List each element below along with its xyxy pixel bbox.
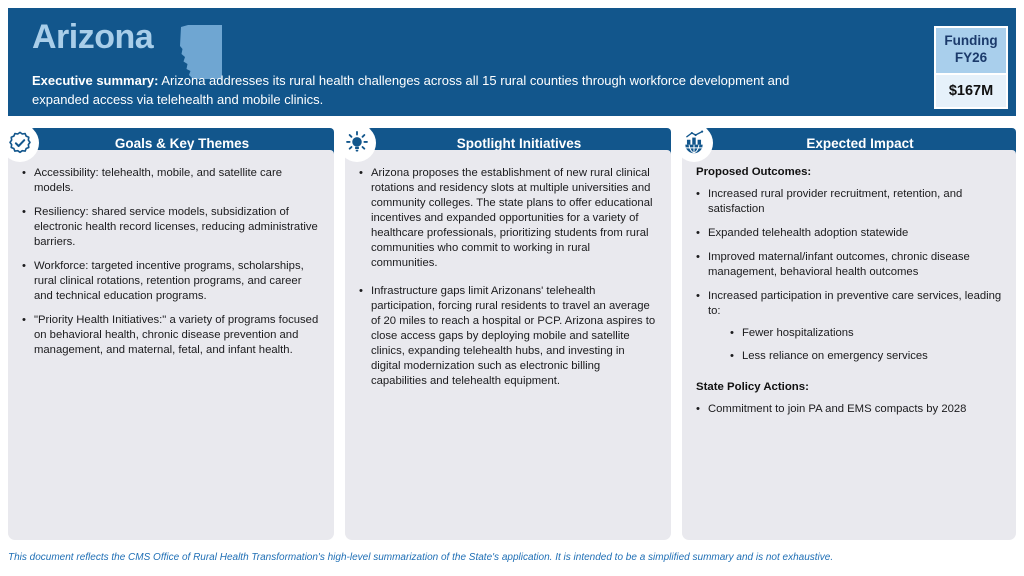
bullet-item: [696, 289, 1002, 372]
sub-bullet-item: [730, 326, 1002, 341]
bullet-marker: •: [696, 188, 700, 200]
funding-label-line1: Funding: [944, 33, 998, 48]
proposed-outcomes-bullet-list: [696, 187, 1002, 372]
lightbulb-icon: [338, 124, 376, 162]
section-heading-state-policy-actions: State Policy Actions:: [696, 381, 809, 394]
bullet-text: Increased participation in preventive care services, leading to:: [707, 290, 1002, 318]
bullet-item: [22, 259, 320, 304]
bullet-item: [22, 205, 320, 250]
bullet-text-with-sublist: [708, 289, 1002, 372]
executive-summary-text: Arizona addresses its rural health challenges across all 15 rural counties through workforce development and expanded access via telehealth and mobile clinics.: [32, 73, 790, 107]
sub-bullet-text: Less reliance on emergency services: [741, 350, 928, 363]
bullet-marker: •: [729, 350, 734, 363]
bullet-marker: •: [22, 167, 26, 179]
bullet-text: Arizona proposes the establishment of new rural clinical rotations and residency slots at multiple universities and community colleges. The state plans to offer educational incentives and expanded opportunities for a variety of healthcare professionals, prioritizing students from rural communities who commit to working in rural communities.: [370, 167, 653, 270]
spotlight-card: [345, 150, 671, 540]
bullet-marker: •: [22, 260, 26, 273]
bullet-text: Accessibility: telehealth, mobile, and satellite care models.: [33, 167, 282, 195]
bullet-item: [359, 166, 657, 271]
bullet-item: [696, 250, 1002, 280]
bullet-item: [359, 284, 657, 389]
bullet-text: Resiliency: shared service models, subsidization of electronic health record licenses, reducing administrative barriers.: [33, 206, 318, 249]
bullet-text: Improved maternal/infant outcomes, chronic disease management, behavioral health outcomes: [707, 251, 970, 279]
funding-label: [936, 28, 1006, 73]
sub-bullet-item: [730, 349, 1002, 364]
column-header-goals-label: Goals & Key Themes: [114, 135, 250, 151]
footer-disclaimer: This document reflects the CMS Office of Rural Health Transformation's high-level summarization of the State's application. It is intended to be a simplified summary and is not exhaustive.: [8, 552, 834, 563]
header-banner: [8, 8, 1016, 116]
bullet-text: Infrastructure gaps limit Arizonans' telehealth participation, forcing rural residents to travel an average of 20 miles to reach a hospital or PCP. Arizona aspires to close access gaps by deploying mobile and satellite clinics, expanding telehealth hubs, and investing in digital modernization such as electronic billing capabilities and telehealth equipment.: [370, 285, 656, 388]
bullet-marker: •: [696, 403, 700, 416]
bullet-marker: •: [696, 227, 700, 240]
bullet-marker: •: [729, 327, 734, 340]
bullet-item: [696, 187, 1002, 217]
bullet-text: Workforce: targeted incentive programs, scholarships, rural clinical rotations, retention programs, and career and technical education programs.: [33, 260, 304, 303]
state-policy-bullet-list: [696, 402, 1002, 417]
bullet-marker: •: [22, 314, 26, 327]
bullet-item: [22, 313, 320, 358]
bullet-marker: •: [359, 285, 363, 298]
badge-check-icon: [1, 124, 39, 162]
page-title: Arizona: [32, 18, 154, 56]
globe-bar-chart-icon: [675, 124, 713, 162]
sub-bullet-list: [730, 326, 1002, 364]
bullet-item: [696, 402, 1002, 417]
funding-amount: $167M: [936, 73, 1006, 107]
bullet-marker: •: [696, 290, 700, 303]
impact-card: [682, 150, 1016, 540]
executive-summary-label: Executive summary:: [32, 73, 159, 88]
bullet-item: [696, 226, 1002, 241]
goals-bullet-list: [22, 166, 320, 358]
column-header-impact-label: Expected Impact: [806, 135, 914, 151]
funding-box: [934, 26, 1008, 109]
column-header-spotlight-label: Spotlight Initiatives: [456, 135, 582, 151]
bullet-text: Commitment to join PA and EMS compacts by 2028: [707, 403, 967, 416]
bullet-text: "Priority Health Initiatives:" a variety of programs focused on behavioral health, chronic disease prevention and management, and maternal, fetal, and infant health.: [33, 314, 319, 357]
bullet-text: Expanded telehealth adoption statewide: [707, 227, 909, 240]
bullet-marker: •: [359, 167, 363, 179]
bullet-marker: •: [22, 206, 26, 219]
funding-label-line2: FY26: [954, 49, 988, 65]
sub-bullet-text: Fewer hospitalizations: [741, 327, 854, 340]
bullet-text: Increased rural provider recruitment, retention, and satisfaction: [707, 188, 963, 216]
bullet-item: [22, 166, 320, 196]
executive-summary: [32, 72, 832, 110]
spotlight-bullet-list: [359, 166, 657, 389]
bullet-marker: •: [696, 251, 700, 264]
section-heading-proposed-outcomes: Proposed Outcomes:: [696, 166, 812, 178]
goals-card: [8, 150, 334, 540]
